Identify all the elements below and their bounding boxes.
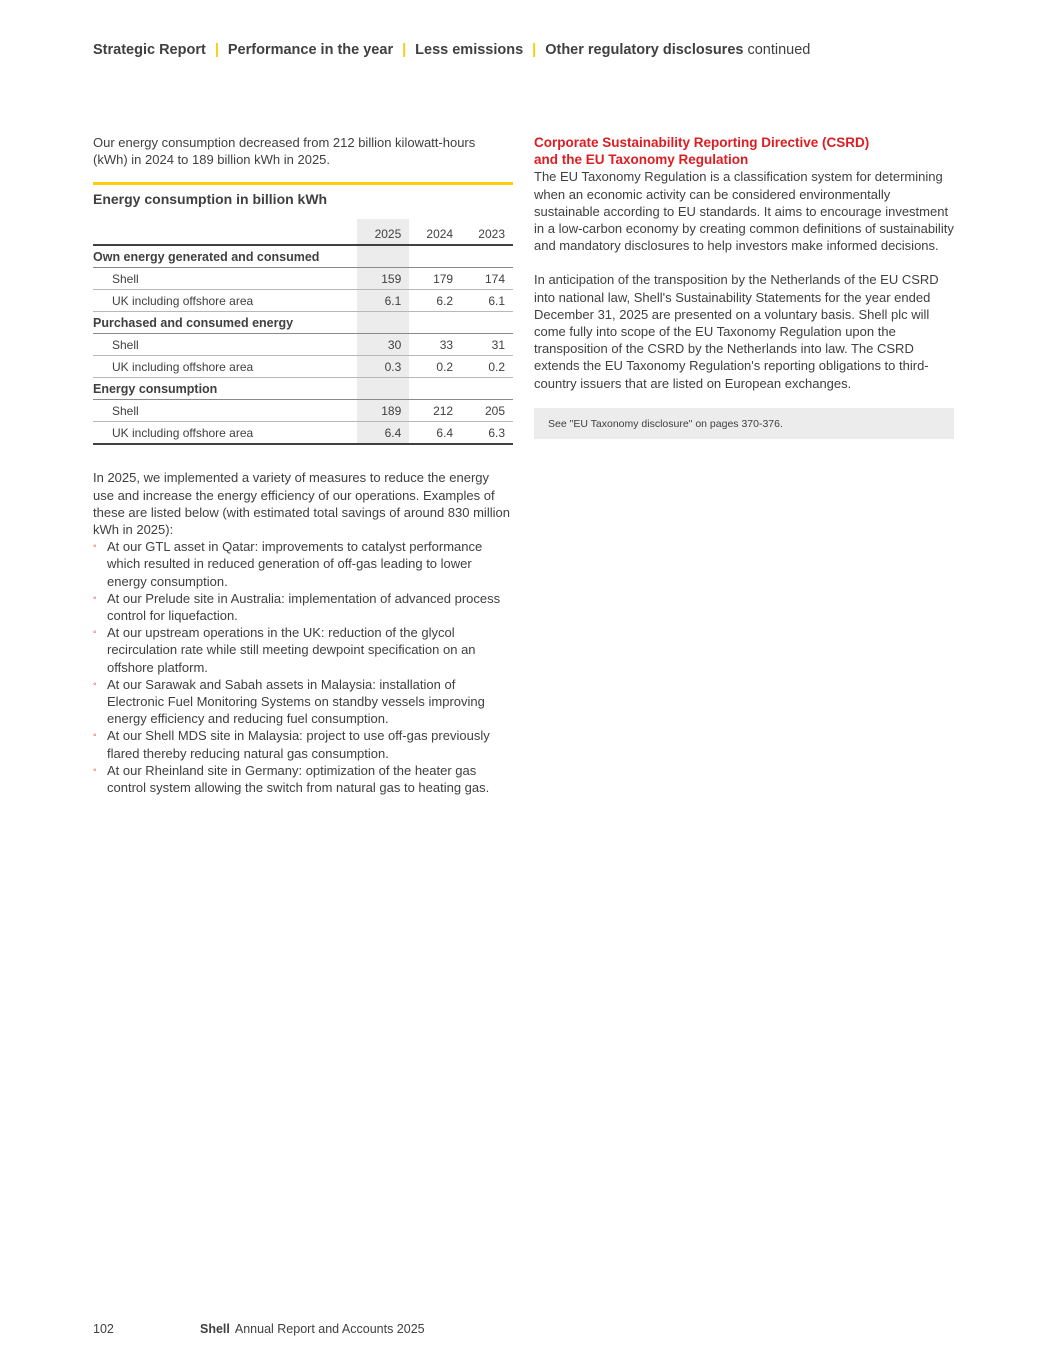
table-group-row xyxy=(93,312,513,334)
csrd-paragraph-2: In anticipation of the transposition by the Netherlands of the EU CSRD into national law, Shell's Sustainability Statements for the year ended December 31, 2025 are presented on a voluntary basis. Shell plc will come fully into scope of the EU Taxonomy Regulation upon the transposition of the CSRD by the Netherlands into law. The CSRD extends the EU Taxonomy Regulation's reporting obligations to third-country issuers that are listed on European exchanges. xyxy=(534,272,939,391)
table-cell-empty xyxy=(409,312,461,334)
value-cell: 33 xyxy=(409,334,461,356)
table-group-row xyxy=(93,378,513,400)
list-item-text: At our Rheinland site in Germany: optimization of the heater gas control system allowing the switch from natural gas to heating gas. xyxy=(107,762,490,796)
table-cell-empty xyxy=(409,245,461,268)
column-header: 2023 xyxy=(461,219,513,245)
table-cell-empty xyxy=(409,378,461,400)
table-header-empty xyxy=(93,219,357,245)
list-item xyxy=(93,590,513,624)
table-row xyxy=(93,268,513,290)
value-cell: 6.4 xyxy=(409,422,461,445)
bullet-icon: ◦ xyxy=(93,730,97,742)
list-item xyxy=(93,727,513,761)
value-cell: 6.1 xyxy=(357,290,409,312)
list-item-text: At our Sarawak and Sabah assets in Malaysia: installation of Electronic Fuel Monitoring Systems on standby vessels improving energy efficiency and reducing fuel consumption. xyxy=(107,676,485,727)
value-cell: 174 xyxy=(461,268,513,290)
csrd-heading xyxy=(534,134,955,168)
table-header-row xyxy=(93,219,513,245)
footer-doc-title: Annual Report and Accounts 2025 xyxy=(234,1322,425,1336)
list-item xyxy=(93,676,513,728)
bullet-icon: ◦ xyxy=(93,592,97,604)
value-cell: 6.3 xyxy=(461,422,513,445)
value-cell: 212 xyxy=(409,400,461,422)
cross-reference-note[interactable] xyxy=(534,408,954,439)
column-header: 2025 xyxy=(357,219,409,245)
breadcrumb-item[interactable]: Strategic Report xyxy=(93,42,206,58)
table-cell-empty xyxy=(357,312,409,334)
table-row xyxy=(93,334,513,356)
list-item xyxy=(93,538,513,590)
measures-section xyxy=(93,469,513,796)
bullet-icon: ◦ xyxy=(93,541,97,553)
table-title-bar xyxy=(93,182,513,219)
column-header: 2024 xyxy=(409,219,461,245)
breadcrumb-separator: | xyxy=(532,42,537,58)
csrd-paragraph-1: The EU Taxonomy Regulation is a classification system for determining when an economic activity can be considered environmentally sustainable according to EU standards. It aims to encourage investment in a low-carbon economy by creating common definitions of sustainability and mandatory disclosures to help investors make informed decisions. xyxy=(534,169,954,254)
list-item-text: At our Prelude site in Australia: implementation of advanced process control for liquefaction. xyxy=(107,590,501,624)
breadcrumb-separator: | xyxy=(402,42,407,58)
group-heading: Purchased and consumed energy xyxy=(93,312,357,334)
value-cell: 0.2 xyxy=(461,356,513,378)
table-row xyxy=(93,290,513,312)
value-cell: 189 xyxy=(357,400,409,422)
value-cell: 0.3 xyxy=(357,356,409,378)
cross-reference-text[interactable]: See "EU Taxonomy disclosure" on pages 370-376. xyxy=(548,417,783,430)
table-cell-empty xyxy=(461,312,513,334)
right-column xyxy=(534,134,955,439)
value-cell: 6.4 xyxy=(357,422,409,445)
list-item-text: At our GTL asset in Qatar: improvements to catalyst performance which resulted in reduced generation of off-gas leading to lower energy consumption. xyxy=(107,539,483,589)
table-cell-empty xyxy=(461,378,513,400)
breadcrumb-item[interactable]: Other regulatory disclosures xyxy=(545,42,744,58)
breadcrumb-item[interactable]: Less emissions xyxy=(415,42,524,58)
intro-paragraph: Our energy consumption decreased from 212 billion kilowatt-hours (kWh) in 2024 to 189 billion kWh in 2025. xyxy=(93,135,476,168)
breadcrumb xyxy=(93,42,810,58)
value-cell: 0.2 xyxy=(409,356,461,378)
breadcrumb-separator: | xyxy=(214,42,219,58)
value-cell: 159 xyxy=(357,268,409,290)
breadcrumb-item[interactable]: Performance in the year xyxy=(227,42,394,58)
row-label: UK including offshore area xyxy=(93,422,357,445)
list-item-text: At our Shell MDS site in Malaysia: project to use off-gas previously flared thereby reducing natural gas consumption. xyxy=(107,728,490,761)
list-item-text: At our upstream operations in the UK: reduction of the glycol recirculation rate while still meeting dewpoint specification on an offshore platform. xyxy=(107,625,476,675)
breadcrumb-suffix: continued xyxy=(747,42,811,58)
row-label: Shell xyxy=(93,334,357,356)
measures-intro: In 2025, we implemented a variety of measures to reduce the energy use and increase the energy efficiency of our operations. Examples of these are listed below (with estimated total savings of around 830 million kWh in 2025): xyxy=(93,470,510,538)
table-group-row xyxy=(93,245,513,268)
bullet-icon: ◦ xyxy=(93,764,97,776)
csrd-heading-line2: and the EU Taxonomy Regulation xyxy=(534,152,749,168)
table-title: Energy consumption in billion kWh xyxy=(93,191,328,208)
value-cell: 6.2 xyxy=(409,290,461,312)
page-footer xyxy=(93,1322,425,1336)
row-label: Shell xyxy=(93,268,357,290)
measures-list xyxy=(93,538,513,796)
value-cell: 6.1 xyxy=(461,290,513,312)
table-row xyxy=(93,400,513,422)
group-heading: Energy consumption xyxy=(93,378,357,400)
bullet-icon: ◦ xyxy=(93,678,97,690)
table-row xyxy=(93,356,513,378)
list-item xyxy=(93,624,513,676)
row-label: UK including offshore area xyxy=(93,290,357,312)
value-cell: 205 xyxy=(461,400,513,422)
table-cell-empty xyxy=(357,245,409,268)
value-cell: 30 xyxy=(357,334,409,356)
table-row xyxy=(93,422,513,445)
value-cell: 31 xyxy=(461,334,513,356)
row-label: UK including offshore area xyxy=(93,356,357,378)
list-item xyxy=(93,762,513,796)
left-column xyxy=(93,134,513,796)
footer-brand: Shell xyxy=(200,1322,230,1336)
page-number: 102 xyxy=(93,1322,114,1336)
row-label: Shell xyxy=(93,400,357,422)
bullet-icon: ◦ xyxy=(93,627,97,639)
group-heading: Own energy generated and consumed xyxy=(93,245,357,268)
table-cell-empty xyxy=(461,245,513,268)
energy-table xyxy=(93,219,513,445)
energy-table-body xyxy=(93,245,513,444)
csrd-heading-line1: Corporate Sustainability Reporting Directive (CSRD) xyxy=(534,135,870,150)
value-cell: 179 xyxy=(409,268,461,290)
table-cell-empty xyxy=(357,378,409,400)
